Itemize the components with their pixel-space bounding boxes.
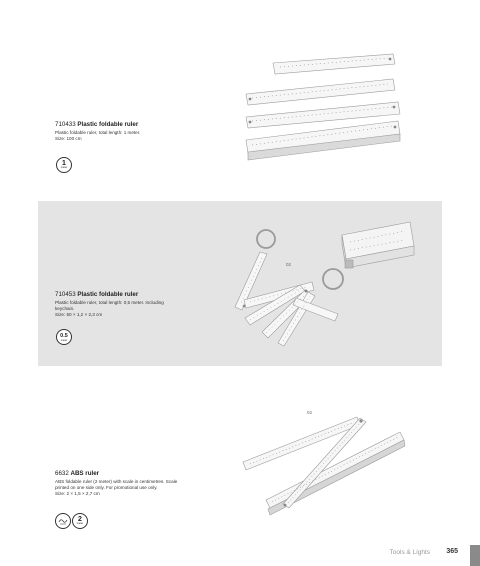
product-desc-line: Size: 2 × 1,5 × 2,7 cm [55,491,100,497]
product-desc-line: keychain. [55,306,75,312]
page-number: 365 [446,548,458,555]
product-desc-line: ABS foldable ruler (2 meter) with scale in centimetres. Scale [55,479,178,484]
product-desc-line: Plastic foldable ruler, total length: 0,5 meter. Including [55,300,164,305]
product-desc-line: Size: 100 cm [55,136,82,142]
color-tag: 02 [286,262,292,267]
length-badge: 1 meter [56,157,72,173]
product-desc-line: printed on one side only. For promotional use only. [55,485,158,491]
product-title: 6632 ABS ruler [55,470,100,477]
page-edge-marker [470,545,480,566]
length-badge: 2 meter [72,513,88,529]
product-title: 710453 Plastic foldable ruler [55,291,139,298]
product-desc-line: Size: 50 × 1,2 × 2,3 cm [55,312,103,318]
color-tag: 02 [307,410,313,415]
product-desc-line: Plastic foldable ruler, total length: 1 meter. [55,130,141,135]
length-badge: 0.5 meter [56,329,72,345]
footer-section-label: Tools & Lights [389,549,430,556]
product-title: 710433 Plastic foldable ruler [55,121,139,128]
